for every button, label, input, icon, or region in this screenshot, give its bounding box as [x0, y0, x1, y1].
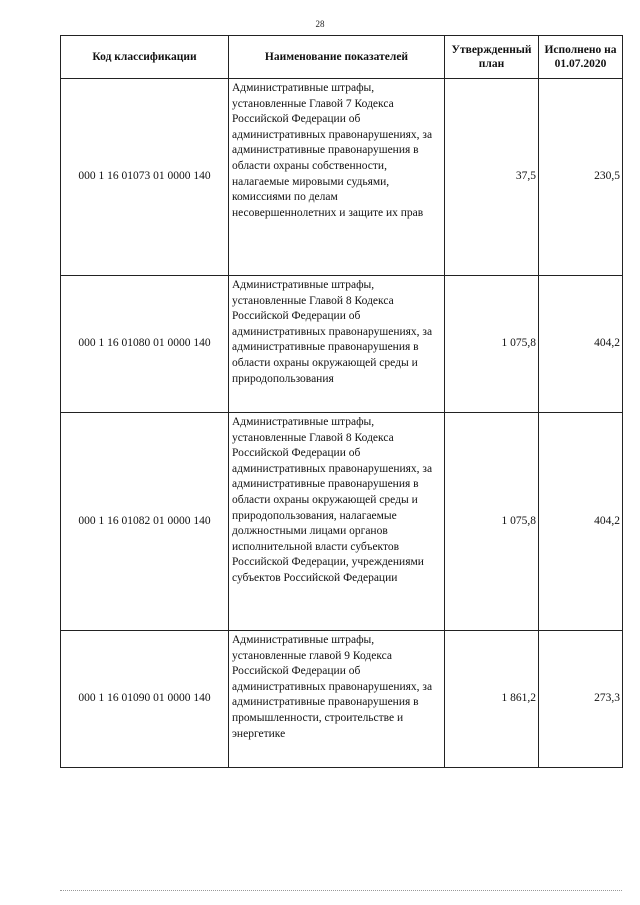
indicator-name-cell: Административные штрафы, установленные главой 9 Кодекса Российской Федерации об административных правонарушениях, за административные правонарушения в промышленности, строительстве и энергетике — [229, 631, 445, 768]
classification-code-cell: 000 1 16 01073 01 0000 140 — [61, 79, 229, 276]
table-row — [61, 413, 623, 631]
indicator-name-cell: Административные штрафы, установленные Главой 8 Кодекса Российской Федерации об административных правонарушениях, за административные правонарушения в области охраны окружающей среды и природопользования, налагаемые должностными лицами органов исполнительной власти субъектов Российской Федерации, учреждениями субъектов Российской Федерации — [229, 413, 445, 631]
page-number: 28 — [315, 19, 325, 29]
indicator-name-cell: Административные штрафы, установленные Главой 7 Кодекса Российской Федерации об административных правонарушениях, за административные правонарушения в области охраны собственности, налагаемые мировыми судьями, комиссиями по делам несовершеннолетних и защите их прав — [229, 79, 445, 276]
executed-cell: 230,5 — [539, 79, 623, 276]
classification-code-cell: 000 1 16 01082 01 0000 140 — [61, 413, 229, 631]
classification-code-cell: 000 1 16 01080 01 0000 140 — [61, 276, 229, 413]
approved-plan-cell: 1 075,8 — [445, 413, 539, 631]
approved-plan-cell: 37,5 — [445, 79, 539, 276]
header-approved-plan: Утвержденный план — [445, 36, 539, 79]
executed-cell: 404,2 — [539, 413, 623, 631]
header-indicator-name: Наименование показателей — [229, 36, 445, 79]
header-classification-code: Код классификации — [61, 36, 229, 79]
header-executed: Исполнено на 01.07.2020 — [539, 36, 623, 79]
table-row — [61, 276, 623, 413]
revenue-table — [60, 35, 623, 768]
table-row — [61, 79, 623, 276]
approved-plan-cell: 1 075,8 — [445, 276, 539, 413]
table-header-row — [61, 36, 623, 79]
footer-scan-artifact-rule — [60, 890, 622, 891]
table-row — [61, 631, 623, 768]
approved-plan-cell: 1 861,2 — [445, 631, 539, 768]
executed-cell: 273,3 — [539, 631, 623, 768]
executed-cell: 404,2 — [539, 276, 623, 413]
indicator-name-cell: Административные штрафы, установленные Главой 8 Кодекса Российской Федерации об административных правонарушениях, за административные правонарушения в области охраны окружающей среды и природопользования — [229, 276, 445, 413]
classification-code-cell: 000 1 16 01090 01 0000 140 — [61, 631, 229, 768]
